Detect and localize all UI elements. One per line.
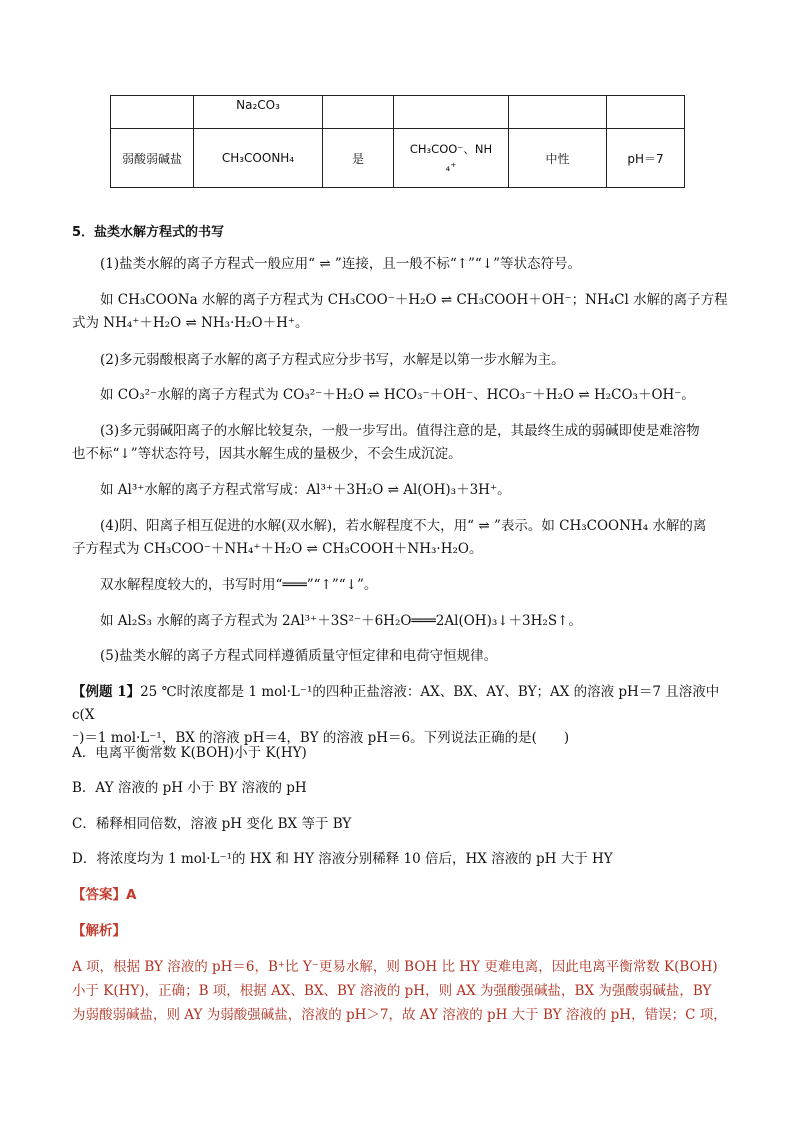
paragraph-line: (3)多元弱碱阳离子的水解比较复杂，一般一步写出。值得注意的是，其最终生成的弱碱即使是难溶物 xyxy=(100,423,700,439)
answer-label: 【答案】 xyxy=(72,887,126,903)
table-cell xyxy=(394,129,509,188)
table-cell: 是 xyxy=(323,129,394,188)
hydrolysis-table xyxy=(110,95,685,188)
table-cell-line: ₄⁺ xyxy=(445,160,457,174)
paragraph: 如 Al₂S₃ 水解的离子方程式为 2Al³⁺＋3S²⁻＋6H₂O═══2Al(OH)₃↓＋3H₂S↑。 xyxy=(100,613,582,629)
table-cell xyxy=(509,96,607,129)
analysis-text xyxy=(72,955,732,1027)
paragraph xyxy=(72,515,732,561)
table-cell xyxy=(607,96,685,129)
table-cell: Na₂CO₃ xyxy=(194,96,323,129)
paragraph: 如 Al³⁺水解的离子方程式常写成：Al³⁺＋3H₂O ⇌ Al(OH)₃＋3H⁺。 xyxy=(100,482,511,498)
option-a: A．电离平衡常数 K(BOH)小于 K(HY) xyxy=(72,745,307,761)
table-row xyxy=(111,96,685,129)
paragraph-line: (4)阴、阳离子相互促进的水解(双水解)，若水解程度不大，用“ ⇌ ”表示。如 CH₃COONH₄ 水解的离 xyxy=(100,518,707,534)
option-d: D．将浓度均为 1 mol·L⁻¹的 HX 和 HY 溶液分别稀释 10 倍后，HX 溶液的 pH 大于 HY xyxy=(72,851,613,867)
table-cell: pH＝7 xyxy=(607,129,685,188)
table-row xyxy=(111,129,685,188)
table-cell xyxy=(394,96,509,129)
option-b: B．AY 溶液的 pH 小于 BY 溶液的 pH xyxy=(72,780,307,796)
analysis-line: A 项，根据 BY 溶液的 pH＝6，B⁺比 Y⁻更易水解，则 BOH 比 HY 更难电离，因此电离平衡常数 K(BOH) xyxy=(72,959,718,975)
paragraph: (5)盐类水解的离子方程式同样遵循质量守恒定律和电荷守恒规律。 xyxy=(100,648,498,664)
paragraph-line: 式为 NH₄⁺＋H₂O ⇌ NH₃·H₂O＋H⁺。 xyxy=(72,315,309,331)
paragraph-line: 也不标“↓”等状态符号，因其水解生成的量极少，不会生成沉淀。 xyxy=(72,446,462,462)
paragraph: (1)盐类水解的离子方程式一般应用“ ⇌ ”连接，且一般不标“↑”“↓”等状态符号。 xyxy=(100,256,582,272)
paragraph: (2)多元弱酸根离子水解的离子方程式应分步书写，水解是以第一步水解为主。 xyxy=(100,352,565,368)
table-cell: 弱酸弱碱盐 xyxy=(111,129,194,188)
paragraph-line: 子方程式为 CH₃COO⁻＋NH₄⁺＋H₂O ⇌ CH₃COOH＋NH₃·H₂O。 xyxy=(72,541,483,557)
analysis-label: 【解析】 xyxy=(72,923,126,939)
paragraph: 双水解程度较大的，书写时用“═══”“↑”“↓”。 xyxy=(100,577,378,593)
paragraph xyxy=(72,420,732,466)
table-cell: CH₃COONH₄ xyxy=(194,129,323,188)
analysis-line: 小于 K(HY)，正确；B 项，根据 AX、BX、BY 溶液的 pH，则 AX 为强酸强碱盐，BX 为强酸弱碱盐，BY xyxy=(72,983,712,999)
paragraph-line: 如 CH₃COONa 水解的离子方程式为 CH₃COO⁻＋H₂O ⇌ CH₃COOH＋OH⁻；NH₄Cl 水解的离子方程 xyxy=(100,292,728,308)
paragraph xyxy=(72,289,732,335)
section-title: 5．盐类水解方程式的书写 xyxy=(72,225,225,240)
option-c: C．稀释相同倍数，溶液 pH 变化 BX 等于 BY xyxy=(72,816,352,832)
answer-value: A xyxy=(126,887,137,903)
example-label: 【例题 1】 xyxy=(72,684,141,700)
analysis-line: 为弱酸弱碱盐，则 AY 为弱酸强碱盐，溶液的 pH＞7，故 AY 溶液的 pH 大于 BY 溶液的 pH，错误；C 项， xyxy=(72,1007,727,1023)
table-cell xyxy=(323,96,394,129)
example-stem xyxy=(72,681,732,750)
example-stem-line: ⁻)＝1 mol·L⁻¹，BX 的溶液 pH＝4，BY 的溶液 pH＝6。下列说法正确的是( ) xyxy=(72,730,570,746)
example-stem-text: 25 ℃时浓度都是 1 mol·L⁻¹的四种正盐溶液：AX、BX、AY、BY；AX 的溶液 pH＝7 且溶液中 c(X xyxy=(72,684,720,723)
paragraph: 如 CO₃²⁻水解的离子方程式为 CO₃²⁻＋H₂O ⇌ HCO₃⁻＋OH⁻、HCO₃⁻＋H₂O ⇌ H₂CO₃＋OH⁻。 xyxy=(100,387,695,403)
example-stem-line xyxy=(72,681,732,727)
table-cell xyxy=(111,96,194,129)
table-cell: 中性 xyxy=(509,129,607,188)
answer-line xyxy=(72,883,136,903)
table-cell-line: CH₃COO⁻、NH xyxy=(409,142,493,156)
